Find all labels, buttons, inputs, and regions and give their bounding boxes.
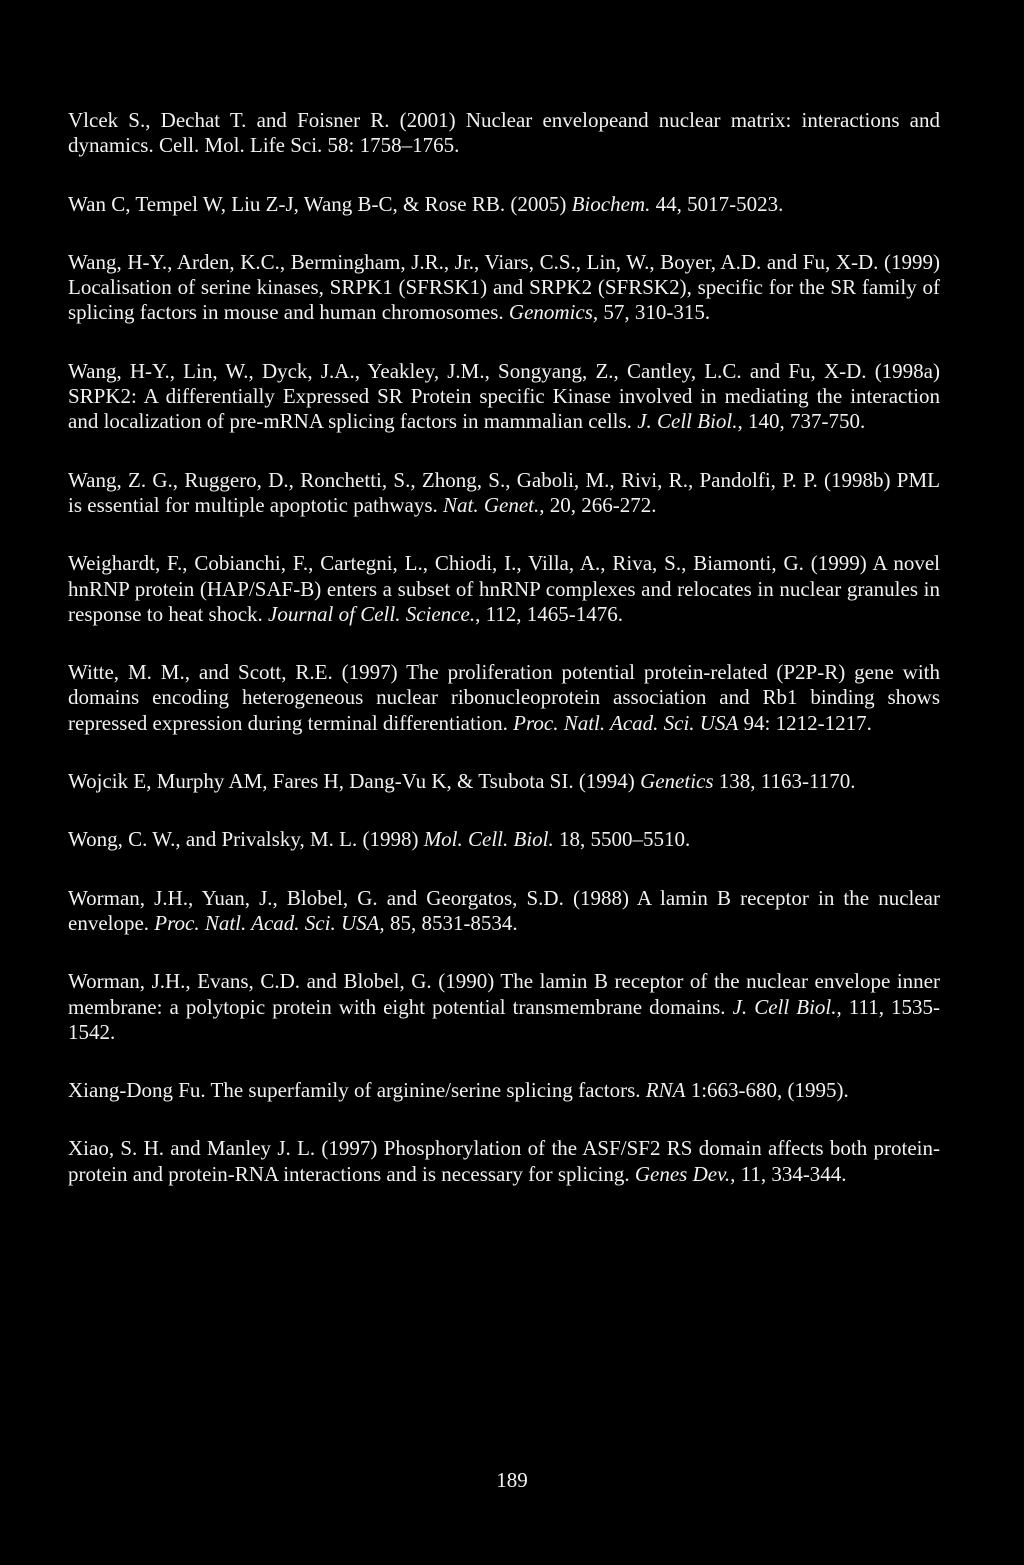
reference-text: Wan C, Tempel W, Liu Z-J, Wang B-C, & Rose RB. (2005) xyxy=(68,191,572,216)
reference-entry xyxy=(68,551,940,627)
reference-text: 11, 334-344. xyxy=(735,1161,847,1186)
reference-journal: J. Cell Biol. xyxy=(732,994,837,1019)
reference-text: Worman, J.H., Evans, C.D. and Blobel, G. (1990) The lamin B receptor of the nuclear envelope inner membrane: a polytopic protein with eight potential transmembrane domains. xyxy=(68,969,940,1019)
reference-entry xyxy=(68,969,940,1045)
reference-text: , 20, 266-272. xyxy=(539,492,657,517)
reference-text: Wang, H-Y., Arden, K.C., Bermingham, J.R., Jr., Viars, C.S., Lin, W., Boyer, A.D. and Fu, X-D. (1999) Localisation of serine kinases, SRPK1 (SFRSK1) and SRPK2 (SFRSK2), specific for the SR family of splicing factors in mouse and human chromosomes. xyxy=(68,249,940,325)
reference-text: Wang, Z. G., Ruggero, D., Ronchetti, S., Zhong, S., Gaboli, M., Rivi, R., Pandolfi, P. P. (1998b) PML is essential for multiple apoptotic pathways. xyxy=(68,467,940,517)
reference-entry xyxy=(68,250,940,326)
reference-journal: Mol. Cell. Biol. xyxy=(423,827,554,852)
reference-journal: RNA xyxy=(645,1078,686,1103)
reference-entry xyxy=(68,769,940,794)
reference-entry xyxy=(68,1136,940,1187)
reference-text: Wong, C. W., and Privalsky, M. L. (1998) xyxy=(68,827,424,852)
page-number: 189 xyxy=(496,1468,528,1492)
reference-entry xyxy=(68,108,940,159)
reference-text: Worman, J.H., Yuan, J., Blobel, G. and Georgatos, S.D. (1988) A lamin B receptor in the nuclear envelope. xyxy=(68,885,940,935)
reference-text: Xiang-Dong Fu. The superfamily of arginine/serine splicing factors. xyxy=(68,1078,646,1103)
reference-text: 94: 1212-1217. xyxy=(738,710,872,735)
reference-journal: Proc. Natl. Acad. Sci. USA, xyxy=(154,910,385,935)
reference-text: 44, 5017-5023. xyxy=(650,191,784,216)
reference-text: 18, 5500–5510. xyxy=(553,827,691,852)
reference-text: , 111, 1535-1542. xyxy=(68,994,940,1044)
reference-text: , 112, 1465-1476. xyxy=(475,601,624,626)
reference-entry xyxy=(68,468,940,519)
reference-journal: Genomics, xyxy=(508,300,599,325)
reference-journal: Biochem. xyxy=(571,191,651,216)
reference-entry xyxy=(68,1078,940,1103)
reference-entry xyxy=(68,192,940,217)
reference-journal: Proc. Natl. Acad. Sci. USA xyxy=(513,710,739,735)
reference-entry xyxy=(68,886,940,937)
reference-journal: Genes Dev., xyxy=(634,1161,736,1186)
reference-entry xyxy=(68,660,940,736)
reference-journal: Nat. Genet. xyxy=(443,492,540,517)
reference-text: 85, 8531-8534. xyxy=(384,910,518,935)
reference-text: Vlcek S., Dechat T. and Foisner R. (2001) Nuclear envelopeand nuclear matrix: interactions and dynamics. Cell. Mol. Life Sci. 58: 1758–1765. xyxy=(68,108,940,158)
reference-journal: J. Cell Biol. xyxy=(637,409,738,434)
reference-text: 1:663-680, (1995). xyxy=(685,1078,849,1103)
reference-entry xyxy=(68,359,940,435)
reference-text: 57, 310-315. xyxy=(598,300,711,325)
reference-text: Weighardt, F., Cobianchi, F., Cartegni, L., Chiodi, I., Villa, A., Riva, S., Biamonti, G. (1999) A novel hnRNP protein (HAP/SAF-B) enters a subset of hnRNP complexes and relocates in nuclear granules in response to heat shock. xyxy=(68,551,940,626)
reference-list xyxy=(68,108,940,1220)
reference-entry xyxy=(68,827,940,852)
reference-text: Wojcik E, Murphy AM, Fares H, Dang-Vu K, & Tsubota SI. (1994) xyxy=(68,769,641,794)
reference-text: , 140, 737-750. xyxy=(737,409,866,434)
reference-text: Witte, M. M., and Scott, R.E. (1997) The proliferation potential protein-related (P2P-R) gene with domains encoding heterogeneous nuclear ribonucleoprotein association and Rb1 binding shows repressed expression during terminal differentiation. xyxy=(68,660,940,735)
reference-text: Xiao, S. H. and Manley J. L. (1997) Phosphorylation of the ASF/SF2 RS domain affects both protein-protein and protein-RNA interactions and is necessary for splicing. xyxy=(68,1136,940,1186)
reference-text: Wang, H-Y., Lin, W., Dyck, J.A., Yeakley, J.M., Songyang, Z., Cantley, L.C. and Fu, X-D. (1998a) SRPK2: A differentially Expressed SR Protein specific Kinase involved in mediating the interaction and localization of pre-mRNA splicing factors in mammalian cells. xyxy=(68,358,940,434)
reference-journal: Journal of Cell. Science. xyxy=(268,601,476,626)
reference-text: 138, 1163-1170. xyxy=(713,769,856,794)
reference-journal: Genetics xyxy=(640,769,714,794)
